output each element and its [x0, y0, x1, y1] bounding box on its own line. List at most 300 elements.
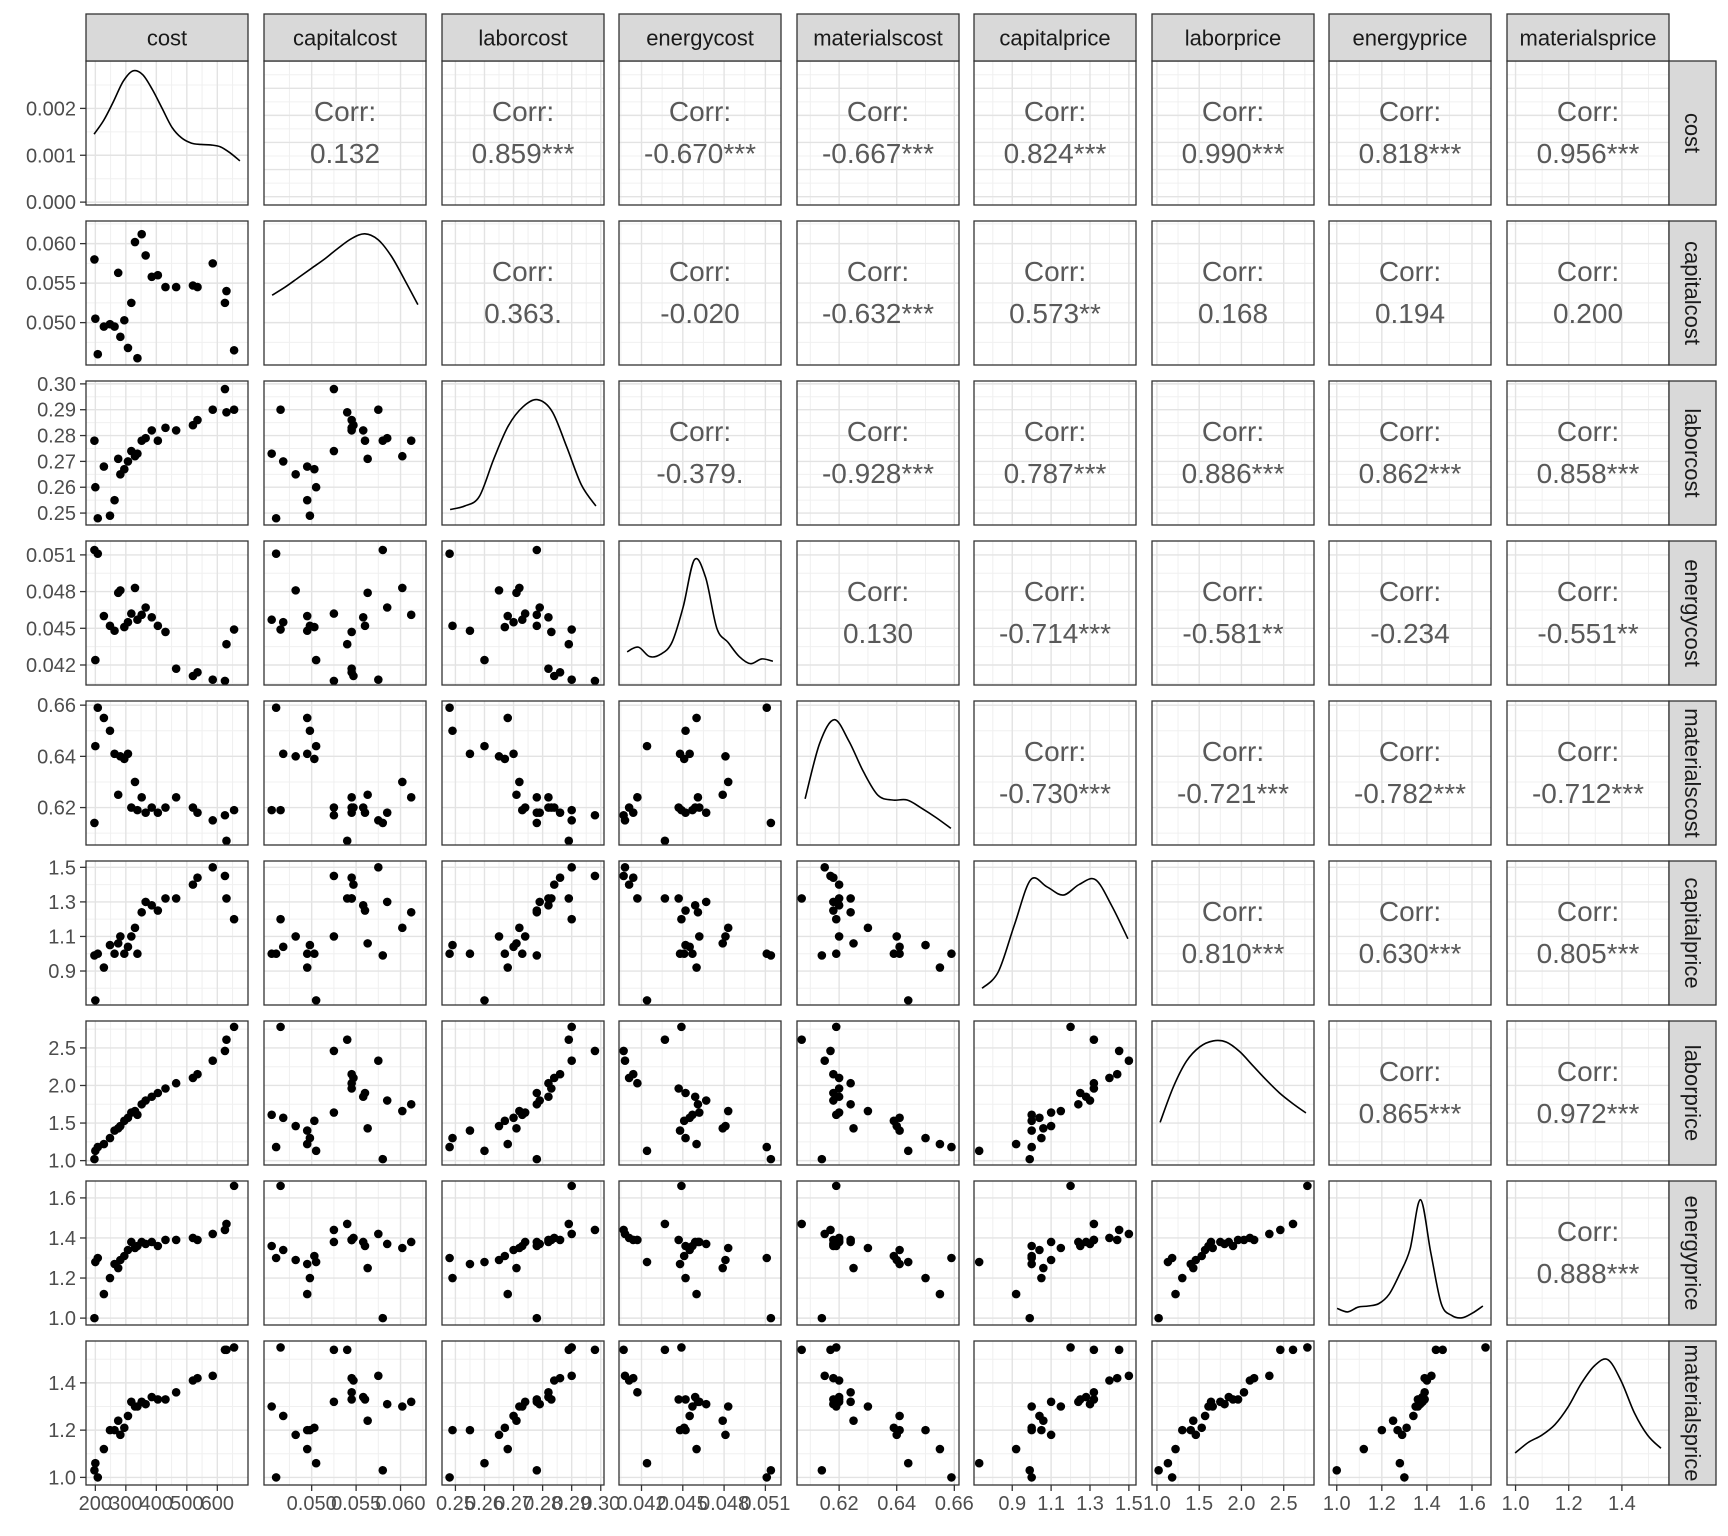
scatter-point	[1400, 1473, 1409, 1482]
corr-label: Corr:	[846, 416, 910, 447]
scatter-point	[797, 1035, 806, 1044]
scatter-point	[310, 1116, 319, 1125]
corr-label: Corr:	[846, 96, 910, 127]
corr-label: Corr:	[1201, 256, 1265, 287]
y-tick-label: 0.28	[37, 425, 76, 448]
scatter-point	[619, 1345, 628, 1354]
scatter-point	[533, 1089, 542, 1098]
scatter-point	[547, 628, 556, 637]
scatter-point	[564, 894, 573, 903]
scatter-point	[90, 1155, 99, 1164]
panel-background	[1507, 541, 1669, 685]
scatter-point	[1420, 1388, 1429, 1397]
strip-label: laborcost	[478, 25, 568, 51]
panel-capitalcost-energycost	[619, 221, 786, 365]
scatter-point	[106, 1274, 115, 1283]
scatter-point	[567, 1056, 576, 1065]
panel-materialscost-laborcost	[441, 680, 615, 846]
scatter-point	[1164, 1459, 1173, 1468]
scatter-point	[161, 803, 170, 812]
panel-background	[1329, 1341, 1491, 1485]
scatter-point	[378, 1314, 387, 1323]
scatter-point	[797, 1345, 806, 1354]
scatter-point	[312, 656, 321, 665]
scatter-point	[276, 405, 285, 414]
scatter-point	[591, 1047, 600, 1056]
scatter-point	[515, 924, 524, 933]
scatter-point	[1154, 1314, 1163, 1323]
scatter-point	[1025, 1155, 1034, 1164]
scatter-point	[141, 603, 150, 612]
scatter-point	[835, 894, 844, 903]
scatter-point	[1027, 1260, 1036, 1269]
scatter-point	[680, 1423, 689, 1432]
y-tick-label: 0.000	[25, 192, 76, 215]
corr-value: -0.551**	[1537, 618, 1639, 649]
panel-energycost-materialsprice	[1489, 537, 1669, 685]
y-tick-label: 0.001	[25, 145, 76, 168]
scatter-point	[890, 1423, 899, 1432]
scatter-point	[1427, 1371, 1436, 1380]
scatter-point	[767, 819, 776, 828]
scatter-point	[947, 1254, 956, 1263]
scatter-point	[533, 906, 542, 915]
panel-background	[974, 1341, 1136, 1485]
scatter-point	[691, 901, 700, 910]
scatter-point	[921, 1134, 930, 1143]
scatter-point	[133, 1110, 142, 1119]
y-tick-label: 0.060	[25, 233, 76, 256]
scatter-point	[133, 449, 142, 458]
scatter-point	[291, 932, 300, 941]
corr-value: -0.670***	[643, 138, 757, 169]
scatter-point	[849, 1124, 858, 1133]
scatter-point	[629, 1236, 638, 1245]
panel-capitalcost-capitalprice	[974, 221, 1148, 365]
scatter-point	[133, 806, 142, 815]
scatter-point	[544, 1388, 553, 1397]
corr-value: 0.787***	[1003, 458, 1107, 489]
scatter-point	[702, 1400, 711, 1409]
scatter-point	[724, 778, 733, 787]
scatter-point	[567, 675, 576, 684]
scatter-point	[161, 628, 170, 637]
panel-background	[1152, 1021, 1314, 1165]
corr-value: 0.130	[842, 618, 914, 649]
panel-background	[264, 701, 426, 845]
scatter-point	[633, 793, 642, 802]
corr-value: 0.886***	[1181, 458, 1285, 489]
scatter-point	[533, 1155, 542, 1164]
panel-background	[1329, 221, 1491, 365]
scatter-point	[106, 511, 115, 520]
scatter-point	[661, 894, 670, 903]
scatter-point	[110, 322, 119, 331]
strip-label: capitalprice	[1680, 877, 1705, 989]
scatter-point	[407, 1397, 416, 1406]
corr-label: Corr:	[1201, 576, 1265, 607]
scatter-point	[1113, 1070, 1122, 1079]
strip-label: laborprice	[1184, 25, 1282, 51]
scatter-point	[147, 613, 156, 622]
corr-value: 0.168	[1197, 298, 1269, 329]
scatter-point	[564, 1035, 573, 1044]
scatter-point	[1027, 1242, 1036, 1251]
scatter-point	[1076, 1242, 1085, 1251]
scatter-point	[591, 811, 600, 820]
scatter-point	[267, 1110, 276, 1119]
panel-laborprice-capitalprice	[974, 1021, 1148, 1179]
scatter-point	[567, 863, 576, 872]
scatter-point	[193, 873, 202, 882]
scatter-point	[826, 1047, 835, 1056]
scatter-point	[503, 1140, 512, 1149]
scatter-point	[512, 790, 521, 799]
scatter-point	[1027, 1423, 1036, 1432]
y-tick-label: 0.64	[37, 746, 76, 769]
scatter-point	[829, 1374, 838, 1383]
scatter-point	[1037, 1134, 1046, 1143]
scatter-point	[374, 863, 383, 872]
corr-value: -0.714***	[998, 618, 1112, 649]
scatter-point	[1090, 1035, 1099, 1044]
scatter-point	[533, 808, 542, 817]
scatter-point	[895, 1113, 904, 1122]
y-tick-label: 0.055	[25, 273, 76, 296]
scatter-point	[133, 354, 142, 363]
scatter-point	[681, 1242, 690, 1251]
x-tick-label: 300	[109, 1493, 143, 1515]
scatter-point	[267, 449, 276, 458]
scatter-point	[718, 1264, 727, 1273]
scatter-point	[378, 951, 387, 960]
scatter-point	[154, 436, 163, 445]
scatter-point	[921, 941, 930, 950]
scatter-point	[621, 863, 630, 872]
scatter-point	[124, 943, 133, 952]
scatter-point	[677, 1023, 686, 1032]
scatter-point	[509, 750, 518, 759]
scatter-point	[221, 677, 230, 686]
scatter-point	[343, 1345, 352, 1354]
y-axis-laborprice	[48, 1038, 86, 1173]
scatter-point	[330, 1226, 339, 1235]
corr-label: Corr:	[1556, 576, 1620, 607]
scatter-point	[361, 808, 370, 817]
scatter-point	[137, 793, 146, 802]
x-tick-label: 0.045	[657, 1493, 708, 1515]
panel-materialsprice-laborprice	[1136, 1341, 1314, 1501]
corr-value: -0.667***	[821, 138, 935, 169]
scatter-point	[1178, 1426, 1187, 1435]
panel-energycost-laborcost	[441, 537, 615, 686]
scatter-point	[330, 872, 339, 881]
panel-cost-energycost	[619, 61, 786, 210]
scatter-point	[1066, 1023, 1075, 1032]
scatter-point	[975, 1459, 984, 1468]
scatter-point	[829, 906, 838, 915]
x-axis-cost	[79, 1485, 234, 1515]
scatter-point	[495, 586, 504, 595]
scatter-point	[398, 452, 407, 461]
scatter-point	[303, 1260, 312, 1269]
panel-energycost-capitalcost	[264, 537, 426, 686]
scatter-point	[832, 915, 841, 924]
corr-value: 0.194	[1374, 298, 1446, 329]
scatter-point	[100, 1140, 109, 1149]
panel-energyprice-cost	[80, 1178, 248, 1338]
scatter-point	[503, 714, 512, 723]
scatter-point	[276, 1343, 285, 1352]
scatter-point	[93, 549, 102, 558]
scatter-point	[1168, 1473, 1177, 1482]
scatter-point	[330, 447, 339, 456]
scatter-point	[312, 483, 321, 492]
x-tick-label: 1.4	[1412, 1493, 1441, 1515]
x-axis-energycost	[616, 1485, 790, 1515]
scatter-point	[343, 408, 352, 417]
scatter-point	[272, 703, 281, 712]
scatter-point	[846, 1100, 855, 1109]
scatter-point	[681, 726, 690, 735]
scatter-point	[91, 996, 100, 1005]
scatter-point	[272, 1473, 281, 1482]
scatter-point	[361, 436, 370, 445]
scatter-point	[1076, 1395, 1085, 1404]
scatter-point	[921, 1426, 930, 1435]
scatter-point	[448, 1134, 457, 1143]
scatter-point	[676, 1260, 685, 1269]
scatter-point	[222, 1035, 231, 1044]
scatter-point	[1027, 1143, 1036, 1152]
scatter-point	[820, 1056, 829, 1065]
scatter-point	[674, 1236, 683, 1245]
scatter-point	[221, 811, 230, 820]
y-tick-label: 1.5	[48, 857, 76, 880]
x-tick-label: 1.0	[1322, 1493, 1351, 1515]
scatter-point	[691, 803, 700, 812]
corr-label: Corr:	[1378, 576, 1442, 607]
scatter-point	[193, 668, 202, 677]
scatter-point	[501, 1116, 510, 1125]
scatter-point	[310, 1423, 319, 1432]
panel-laborcost-capitalprice	[974, 371, 1148, 526]
scatter-point	[1265, 1371, 1274, 1380]
scatter-point	[276, 1023, 285, 1032]
panel-laborcost-capitalcost	[264, 371, 426, 526]
scatter-point	[1303, 1182, 1312, 1191]
scatter-point	[193, 1374, 202, 1383]
corr-label: Corr:	[1023, 736, 1087, 767]
scatter-point	[363, 1124, 372, 1133]
strip-label: cost	[146, 25, 188, 51]
corr-label: Corr:	[668, 416, 732, 447]
scatter-point	[172, 1079, 181, 1088]
scatter-point	[567, 1371, 576, 1380]
scatter-point	[556, 1070, 565, 1079]
scatter-point	[1204, 1242, 1213, 1251]
scatter-point	[1125, 1230, 1134, 1239]
scatter-point	[361, 906, 370, 915]
scatter-point	[846, 894, 855, 903]
scatter-point	[1066, 1182, 1075, 1191]
scatter-point	[100, 462, 109, 471]
scatter-point	[114, 1264, 123, 1273]
scatter-point	[661, 1345, 670, 1354]
scatter-point	[1289, 1345, 1298, 1354]
scatter-point	[445, 549, 454, 558]
scatter-point	[110, 949, 119, 958]
corr-label: Corr:	[491, 96, 555, 127]
panel-materialscost-energyprice	[1314, 680, 1494, 845]
scatter-point	[1192, 1431, 1201, 1440]
corr-label: Corr:	[1378, 416, 1442, 447]
corr-value: 0.862***	[1358, 458, 1462, 489]
y-axis-materialscost	[37, 695, 86, 819]
corr-label: Corr:	[846, 256, 910, 287]
panel-energycost-cost	[80, 537, 248, 686]
scatter-point	[448, 726, 457, 735]
scatter-point	[1074, 1100, 1083, 1109]
scatter-point	[347, 1374, 356, 1383]
scatter-point	[208, 1056, 217, 1065]
corr-value: 0.858***	[1536, 458, 1640, 489]
panel-cost-energyprice	[1314, 61, 1494, 210]
corr-label: Corr:	[1023, 576, 1087, 607]
scatter-point	[279, 943, 288, 952]
scatter-point	[721, 1256, 730, 1265]
scatter-point	[661, 1035, 670, 1044]
scatter-point	[567, 1343, 576, 1352]
scatter-point	[343, 894, 352, 903]
scatter-point	[291, 1256, 300, 1265]
scatter-point	[279, 1113, 288, 1122]
scatter-point	[222, 1345, 231, 1354]
scatter-point	[846, 1079, 855, 1088]
x-tick-label: 0.27	[494, 1493, 534, 1515]
scatter-point	[1171, 1445, 1180, 1454]
panel-background	[442, 1021, 604, 1165]
scatter-point	[276, 915, 285, 924]
scatter-point	[556, 873, 565, 882]
scatter-point	[208, 259, 217, 268]
panel-laborcost-laborprice	[1136, 371, 1314, 526]
scatter-point	[445, 1254, 454, 1263]
scatter-point	[161, 1084, 170, 1093]
corr-label: Corr:	[1378, 896, 1442, 927]
scatter-point	[533, 546, 542, 555]
scatter-point	[694, 1100, 703, 1109]
scatter-point	[518, 949, 527, 958]
panel-background	[264, 1341, 426, 1485]
scatter-point	[131, 924, 140, 933]
scatter-point	[535, 898, 544, 907]
scatter-point	[303, 963, 312, 972]
scatter-point	[1234, 1395, 1243, 1404]
scatter-point	[398, 1402, 407, 1411]
panel-energycost-energycost	[619, 537, 786, 685]
scatter-point	[832, 1023, 841, 1032]
scatter-point	[230, 806, 239, 815]
scatter-point	[378, 1466, 387, 1475]
scatter-point	[864, 924, 873, 933]
scatter-point	[895, 1412, 904, 1421]
scatter-point	[895, 1246, 904, 1255]
panel-capitalcost-capitalcost	[264, 221, 426, 365]
strip-top-laborprice	[1152, 14, 1314, 61]
panel-background	[974, 861, 1136, 1005]
scatter-point	[445, 1143, 454, 1152]
scatter-point	[890, 949, 899, 958]
x-tick-label: 1.4	[1607, 1493, 1636, 1515]
scatter-point	[330, 1238, 339, 1247]
scatter-point	[533, 622, 542, 631]
scatter-point	[936, 963, 945, 972]
panel-energyprice-energycost	[619, 1178, 786, 1338]
corr-label: Corr:	[1556, 416, 1620, 447]
panel-background	[619, 221, 781, 365]
scatter-point	[921, 1274, 930, 1283]
panel-background	[1152, 541, 1314, 685]
scatter-point	[762, 703, 771, 712]
scatter-point	[193, 416, 202, 425]
y-axis-cost	[26, 98, 86, 214]
scatter-point	[677, 806, 686, 815]
scatter-point	[91, 314, 100, 323]
strip-right-capitalprice	[1669, 861, 1716, 1005]
scatter-point	[818, 951, 827, 960]
scatter-point	[692, 1140, 701, 1149]
scatter-point	[835, 880, 844, 889]
scatter-point	[661, 837, 670, 846]
scatter-point	[398, 924, 407, 933]
panel-capitalcost-materialsprice	[1489, 221, 1669, 365]
scatter-point	[407, 436, 416, 445]
scatter-point	[1168, 1254, 1177, 1263]
scatter-point	[1171, 1290, 1180, 1299]
scatter-point	[533, 951, 542, 960]
scatter-point	[124, 344, 133, 353]
scatter-point	[267, 806, 276, 815]
scatter-point	[330, 1345, 339, 1354]
scatter-point	[936, 1445, 945, 1454]
panel-background	[619, 381, 781, 525]
scatter-point	[172, 793, 181, 802]
corr-label: Corr:	[1023, 96, 1087, 127]
scatter-point	[330, 811, 339, 820]
scatter-point	[407, 611, 416, 620]
scatter-point	[849, 1416, 858, 1425]
strip-label: materialscost	[1680, 708, 1705, 838]
scatter-point	[230, 625, 239, 634]
scatter-point	[724, 1402, 733, 1411]
scatter-point	[677, 1343, 686, 1352]
scatter-point	[533, 793, 542, 802]
corr-label: Corr:	[1023, 256, 1087, 287]
scatter-point	[480, 656, 489, 665]
scatter-point	[272, 549, 281, 558]
scatter-point	[544, 793, 553, 802]
scatter-point	[208, 816, 217, 825]
corr-value: -0.234	[1370, 618, 1450, 649]
scatter-point	[1105, 1376, 1114, 1385]
scatter-point	[846, 1236, 855, 1245]
scatter-point	[619, 872, 628, 881]
scatter-point	[120, 465, 129, 474]
scatter-point	[1204, 1402, 1213, 1411]
strip-label: capitalcost	[293, 25, 397, 51]
scatter-point	[702, 1096, 711, 1105]
